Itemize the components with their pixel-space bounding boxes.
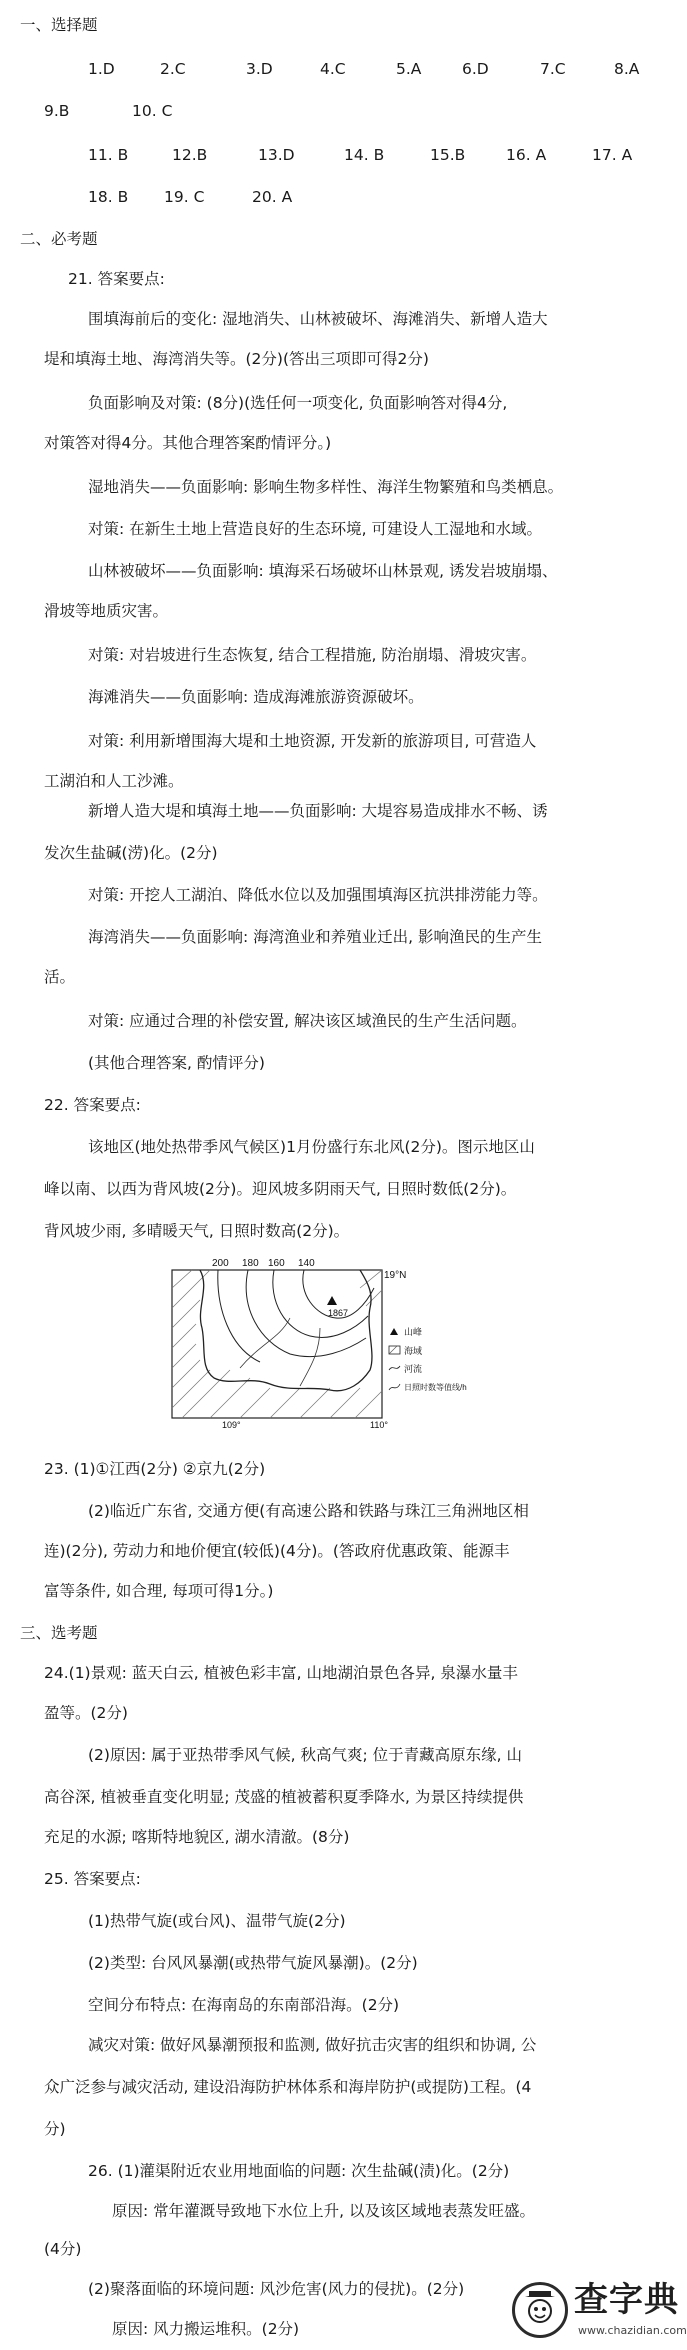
answer-text-line: (1)热带气旋(或台风)、温带气旋(2分): [88, 1912, 346, 1930]
answer-text-line: (4分): [44, 2240, 82, 2258]
answer-text-line: 工湖泊和人工沙滩。: [44, 772, 184, 790]
peak-height-label: 1867: [328, 1308, 349, 1318]
logo-url: www.chazidian.com: [578, 2324, 687, 2337]
answer-text-line: 活。: [44, 968, 76, 986]
answer-text-line: 背风坡少雨, 多晴暖天气, 日照时数高(2分)。: [44, 1222, 350, 1240]
answer-item: 6.D: [462, 60, 489, 78]
answer-row: [0, 58, 687, 80]
longitude-label: 109°: [222, 1420, 241, 1428]
answer-item: 8.A: [614, 60, 640, 78]
answer-row: [0, 186, 687, 208]
answer-text-line: 富等条件, 如合理, 每项可得1分。): [44, 1582, 274, 1600]
legend-label: 海域: [404, 1346, 423, 1356]
answer-text-line: (2)聚落面临的环境问题: 风沙危害(风力的侵扰)。(2分): [88, 2280, 465, 2298]
contour-label: 140: [298, 1258, 315, 1269]
site-watermark-logo: [512, 2278, 687, 2346]
answer-text-line: 分): [44, 2120, 66, 2138]
answer-text-line: 盈等。(2分): [44, 1704, 128, 1722]
contour-label: 160: [268, 1258, 285, 1269]
answer-text-line: 海滩消失——负面影响: 造成海滩旅游资源破坏。: [88, 688, 424, 706]
question-title: 22. 答案要点:: [44, 1096, 141, 1114]
answer-text-line: 对策: 利用新增围海大堤和土地资源, 开发新的旅游项目, 可营造人: [88, 732, 537, 750]
answer-text-line: 26. (1)灌渠附近农业用地面临的问题: 次生盐碱(渍)化。(2分): [88, 2162, 510, 2180]
answer-text-line: 新增人造大堤和填海土地——负面影响: 大堤容易造成排水不畅、诱: [88, 802, 548, 820]
legend-peak-icon: [390, 1328, 398, 1335]
answer-text-line: 对策: 开挖人工湖泊、降低水位以及加强围填海区抗洪排涝能力等。: [88, 886, 548, 904]
sunshine-contour-map: [170, 1258, 476, 1440]
answer-row: [0, 144, 687, 166]
answer-text-line: 对策答对得4分。其他合理答案酌情评分。): [44, 434, 332, 452]
answer-item: 2.C: [160, 60, 186, 78]
section-heading: 二、必考题: [20, 230, 98, 248]
answer-item: 18. B: [88, 188, 129, 206]
answer-text-line: (2)类型: 台风风暴潮(或热带气旋风暴潮)。(2分): [88, 1954, 418, 1972]
answer-item: 5.A: [396, 60, 422, 78]
mascot-icon: [512, 2282, 568, 2338]
section-heading: 三、选考题: [20, 1624, 98, 1642]
answer-text-line: 减灾对策: 做好风暴潮预报和监测, 做好抗击灾害的组织和协调, 公: [88, 2036, 537, 2054]
contour-label: 180: [242, 1258, 259, 1269]
answer-text-line: 湿地消失——负面影响: 影响生物多样性、海洋生物繁殖和鸟类栖息。: [88, 478, 564, 496]
answer-text-line: 滑坡等地质灾害。: [44, 602, 169, 620]
answer-item: 17. A: [592, 146, 633, 164]
latitude-label: 19°N: [384, 1270, 407, 1281]
answer-text-line: 对策: 对岩坡进行生态恢复, 结合工程措施, 防治崩塌、滑坡灾害。: [88, 646, 537, 664]
legend-sea-icon: [389, 1346, 400, 1354]
answer-text-line: 23. (1)①江西(2分) ②京九(2分): [44, 1460, 266, 1478]
legend-contour-icon: [389, 1384, 400, 1390]
answer-item: 15.B: [430, 146, 466, 164]
answer-text-line: 连)(2分), 劳动力和地价便宜(较低)(4分)。(答政府优惠政策、能源丰: [44, 1542, 510, 1560]
legend-label: 日照时数等值线/h: [404, 1383, 467, 1392]
answer-item: 3.D: [246, 60, 273, 78]
answer-item: 14. B: [344, 146, 385, 164]
answer-text-line: 对策: 应通过合理的补偿安置, 解决该区域渔民的生产生活问题。: [88, 1012, 527, 1030]
legend-label: 河流: [404, 1364, 423, 1374]
answer-item: 11. B: [88, 146, 129, 164]
legend-label: 山峰: [404, 1327, 423, 1337]
answer-text-line: (2)原因: 属于亚热带季风气候, 秋高气爽; 位于青藏高原东缘, 山: [88, 1746, 522, 1764]
answer-row: [0, 100, 687, 122]
answer-text-line: 原因: 风力搬运堆积。(2分): [112, 2320, 300, 2338]
longitude-label: 110°: [370, 1420, 388, 1428]
section-heading: 一、选择题: [20, 16, 98, 34]
answer-item: 16. A: [506, 146, 547, 164]
answer-text-line: 高谷深, 植被垂直变化明显; 茂盛的植被蓄积夏季降水, 为景区持续提供: [44, 1788, 524, 1806]
answer-text-line: 该地区(地处热带季风气候区)1月份盛行东北风(2分)。图示地区山: [88, 1138, 535, 1156]
answer-item: 10. C: [132, 102, 173, 120]
answer-text-line: 25. 答案要点:: [44, 1870, 141, 1888]
answer-text-line: 对策: 在新生土地上营造良好的生态环境, 可建设人工湿地和水域。: [88, 520, 543, 538]
answer-item: 9.B: [44, 102, 70, 120]
answer-text-line: 峰以南、以西为背风坡(2分)。迎风坡多阴雨天气, 日照时数低(2分)。: [44, 1180, 517, 1198]
answer-item: 7.C: [540, 60, 566, 78]
answer-item: 1.D: [88, 60, 115, 78]
answer-text-line: 充足的水源; 喀斯特地貌区, 湖水清澈。(8分): [44, 1828, 350, 1846]
answer-item: 12.B: [172, 146, 208, 164]
answer-text-line: (其他合理答案, 酌情评分): [88, 1054, 265, 1072]
answer-item: 4.C: [320, 60, 346, 78]
logo-title: 查字典: [574, 2280, 679, 2320]
answer-text-line: 山林被破坏——负面影响: 填海采石场破坏山林景观, 诱发岩坡崩塌、: [88, 562, 558, 580]
answer-text-line: (2)临近广东省, 交通方便(有高速公路和铁路与珠江三角洲地区相: [88, 1502, 529, 1520]
answer-text-line: 海湾消失——负面影响: 海湾渔业和养殖业迁出, 影响渔民的生产生: [88, 928, 543, 946]
map-legend: [389, 1326, 467, 1392]
question-title: 21. 答案要点:: [68, 270, 165, 288]
answer-text-line: 空间分布特点: 在海南岛的东南部沿海。(2分): [88, 1996, 400, 2014]
answer-text-line: 众广泛参与减灾活动, 建设沿海防护林体系和海岸防护(或提防)工程。(4: [44, 2078, 532, 2096]
answer-text-line: 堤和填海土地、海湾消失等。(2分)(答出三项即可得2分): [44, 350, 429, 368]
answer-text-line: 负面影响及对策: (8分)(选任何一项变化, 负面影响答对得4分,: [88, 394, 508, 412]
answer-item: 19. C: [164, 188, 205, 206]
answer-text-line: 发次生盐碱(涝)化。(2分): [44, 844, 218, 862]
answer-item: 13.D: [258, 146, 295, 164]
answer-text-line: 24.(1)景观: 蓝天白云, 植被色彩丰富, 山地湖泊景色各异, 泉瀑水量丰: [44, 1664, 518, 1682]
answer-text-line: 围填海前后的变化: 湿地消失、山林被破坏、海滩消失、新增人造大: [88, 310, 548, 328]
answer-text-line: 原因: 常年灌溉导致地下水位上升, 以及该区域地表蒸发旺盛。: [112, 2202, 536, 2220]
contour-label: 200: [212, 1258, 229, 1269]
legend-river-icon: [389, 1366, 400, 1370]
answer-item: 20. A: [252, 188, 293, 206]
